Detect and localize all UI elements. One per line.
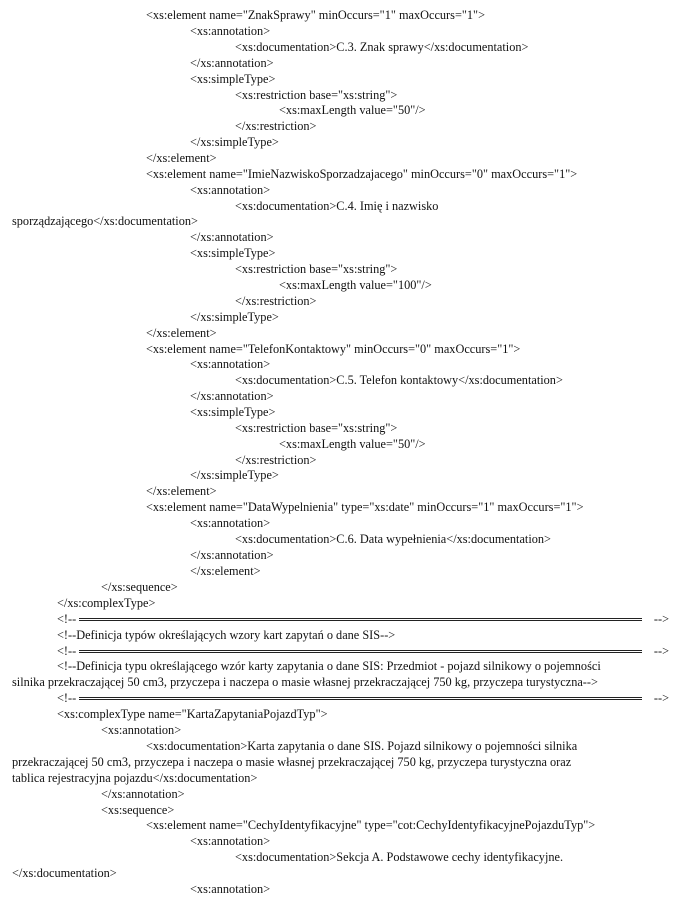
code-line: <xs:documentation>C.5. Telefon kontaktowy</xs:documentation>	[235, 373, 563, 387]
code-line: <xs:documentation>Karta zapytania o dane SIS. Pojazd silnikowy o pojemności silnika	[146, 739, 578, 753]
code-line: <xs:annotation>	[190, 516, 271, 530]
code-line: <xs:annotation>	[190, 834, 271, 848]
divider-rule	[79, 618, 642, 621]
code-line: </xs:restriction>	[235, 294, 317, 308]
code-line: <xs:element name="CechyIdentyfikacyjne" type="cot:CechyIdentyfikacyjnePojazduTyp">	[146, 818, 596, 832]
code-line: </xs:annotation>	[190, 230, 274, 244]
code-line: <xs:documentation>Sekcja A. Podstawowe cechy identyfikacyjne.	[235, 850, 564, 864]
code-line: <xs:documentation>C.6. Data wypełnienia</xs:documentation>	[235, 532, 551, 546]
code-line: <xs:documentation>C.4. Imię i nazwisko	[235, 199, 439, 213]
code-line: </xs:element>	[146, 326, 217, 340]
code-line: <xs:element name="TelefonKontaktowy" minOccurs="0" maxOccurs="1">	[146, 342, 521, 356]
comment-close: -->	[653, 612, 669, 626]
code-line: silnika przekraczającej 50 cm3, przyczepa i naczepa o masie własnej przekraczającej 750 kg, przyczepa turystyczna-->	[12, 675, 598, 689]
code-line: przekraczającej 50 cm3, przyczepa i naczepa o masie własnej przekraczającej 750 kg, przyczepa turystyczna oraz	[12, 755, 572, 769]
divider-rule	[79, 650, 642, 653]
code-line: </xs:simpleType>	[190, 135, 279, 149]
code-line: <xs:documentation>C.3. Znak sprawy</xs:documentation>	[235, 40, 529, 54]
comment-divider	[57, 611, 669, 627]
code-line: </xs:documentation>	[12, 866, 117, 880]
code-line: <xs:annotation>	[190, 24, 271, 38]
code-line: </xs:annotation>	[190, 548, 274, 562]
code-line: <xs:element name="ZnakSprawy" minOccurs="1" maxOccurs="1">	[146, 8, 485, 22]
code-line: <xs:maxLength value="50"/>	[279, 437, 426, 451]
comment-divider	[57, 643, 669, 659]
code-line: <xs:sequence>	[101, 803, 175, 817]
code-line: </xs:simpleType>	[190, 468, 279, 482]
code-line: </xs:restriction>	[235, 453, 317, 467]
code-line: <xs:restriction base="xs:string">	[235, 421, 398, 435]
code-line: <xs:annotation>	[101, 723, 182, 737]
comment-close: -->	[653, 644, 669, 658]
comment-open: <!--	[57, 612, 77, 626]
code-line: </xs:sequence>	[101, 580, 178, 594]
code-line: <xs:simpleType>	[190, 246, 276, 260]
code-line: </xs:annotation>	[190, 389, 274, 403]
code-line: </xs:simpleType>	[190, 310, 279, 324]
code-line: </xs:restriction>	[235, 119, 317, 133]
code-line: </xs:element>	[146, 151, 217, 165]
code-line: <xs:simpleType>	[190, 72, 276, 86]
comment-divider	[57, 690, 669, 706]
comment-close: -->	[653, 691, 669, 705]
code-line: <!--Definicja typów określających wzory kart zapytań o dane SIS-->	[57, 628, 396, 642]
code-line: sporządzającego</xs:documentation>	[12, 214, 198, 228]
comment-open: <!--	[57, 644, 77, 658]
code-line: <xs:maxLength value="50"/>	[279, 103, 426, 117]
code-line: <xs:annotation>	[190, 183, 271, 197]
code-line: </xs:annotation>	[190, 56, 274, 70]
code-line: <xs:element name="ImieNazwiskoSporzadzajacego" minOccurs="0" maxOccurs="1">	[146, 167, 578, 181]
code-line: <xs:simpleType>	[190, 405, 276, 419]
code-line: <xs:maxLength value="100"/>	[279, 278, 432, 292]
code-line: tablica rejestracyjna pojazdu</xs:documentation>	[12, 771, 258, 785]
code-line: <xs:restriction base="xs:string">	[235, 88, 398, 102]
code-line: <xs:element name="DataWypelnienia" type="xs:date" minOccurs="1" maxOccurs="1">	[146, 500, 584, 514]
divider-rule	[79, 697, 642, 700]
code-line: </xs:element>	[146, 484, 217, 498]
code-line: </xs:element>	[190, 564, 261, 578]
code-line: <xs:restriction base="xs:string">	[235, 262, 398, 276]
code-line: <xs:annotation>	[190, 357, 271, 371]
code-line: <xs:complexType name="KartaZapytaniaPojazdTyp">	[57, 707, 328, 721]
comment-open: <!--	[57, 691, 77, 705]
code-line: </xs:annotation>	[101, 787, 185, 801]
code-line: <!--Definicja typu określającego wzór karty zapytania o dane SIS: Przedmiot - pojazd silnikowy o pojemności	[57, 659, 601, 673]
code-line: <xs:annotation>	[190, 882, 271, 896]
code-line: </xs:complexType>	[57, 596, 156, 610]
